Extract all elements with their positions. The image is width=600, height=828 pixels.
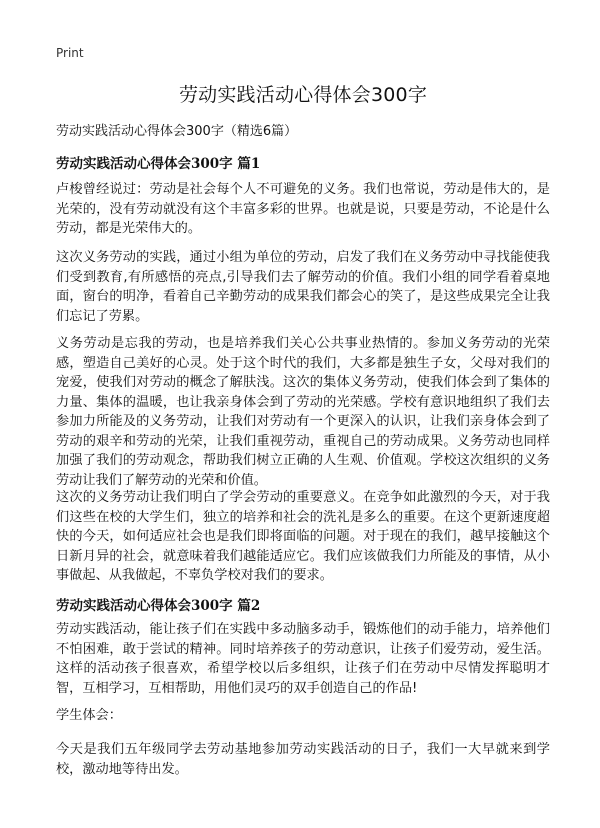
section-heading-2: 劳动实践活动心得体会300字 篇2 bbox=[56, 598, 261, 614]
paragraph: 这次义务劳动的实践，通过小组为单位的劳动，启发了我们在义务劳动中寻找能使我们受到教育,有所感悟的亮点,引导我们去了解劳动的价值。我们小组的同学看着桌地面，窗台的明净，看着自己辛勤劳动的成果我们都会心的笑了，是这些成果完全让我们忘记了劳累。 bbox=[56, 250, 550, 324]
print-link[interactable]: Print bbox=[56, 46, 84, 60]
page-title: 劳动实践活动心得体会300字 bbox=[178, 84, 428, 106]
section-heading-1: 劳动实践活动心得体会300字 篇1 bbox=[56, 156, 261, 172]
paragraph: 劳动实践活动，能让孩子们在实践中多动脑多动手，锻炼他们的动手能力，培养他们不怕困难，敢于尝试的精神。同时培养孩子的劳动意识，让孩子们爱劳动，爱生活。这样的活动孩子很喜欢，希望学校以后多组织，让孩子们在劳动中尽情发挥聪明才智，互相学习，互相帮助，用他们灵巧的双手创造自己的作品! bbox=[56, 622, 550, 696]
document-page bbox=[56, 0, 550, 828]
paragraph: 这次的义务劳动让我们明白了学会劳动的重要意义。在竞争如此激烈的今天，对于我们这些在校的大学生们，独立的培养和社会的洗礼是多么的重要。在这个更新速度超快的今天，如何适应社会也是我们即将面临的问题。对于现在的我们，越早接触这个日新月异的社会，就意味着我们越能适应它。我们应该做我们力所能及的事情，从小事做起、从我做起，不辜负学校对我们的要求。 bbox=[56, 490, 550, 583]
paragraph: 今天是我们五年级同学去劳动基地参加劳动实践活动的日子，我们一大早就来到学校，激动地等待出发。 bbox=[56, 742, 550, 777]
document-subtitle: 劳动实践活动心得体会300字（精选6篇） bbox=[56, 124, 298, 139]
paragraph: 卢梭曾经说过：劳动是社会每个人不可避免的义务。我们也常说，劳动是伟大的，是光荣的，没有劳动就没有这个丰富多彩的世界。也就是说，只要是劳动，不论是什么劳动，都是光荣伟大的。 bbox=[56, 182, 550, 236]
paragraph: 学生体会： bbox=[56, 708, 122, 723]
paragraph: 义务劳动是忘我的劳动，也是培养我们关心公共事业热情的。参加义务劳动的光荣感，塑造自己美好的心灵。处于这个时代的我们，大多都是独生子女，父母对我们的宠爱，使我们对劳动的概念了解肤浅。这次的集体义务劳动，使我们体会到了集体的力量、集体的温暖，也让我亲身体会到了劳动的光荣感。学校有意识地组织了我们去参加力所能及的义务劳动，让我们对劳动有一个更深入的认识，让我们亲身体会到了劳动的艰辛和劳动的光荣，让我们重视劳动，重视自己的劳动成果。义务劳动也同样加强了我们的劳动观念，帮助我们树立正确的人生观、价值观。学校这次组织的义务劳动让我们了解劳动的光荣和价值。 bbox=[56, 336, 550, 488]
